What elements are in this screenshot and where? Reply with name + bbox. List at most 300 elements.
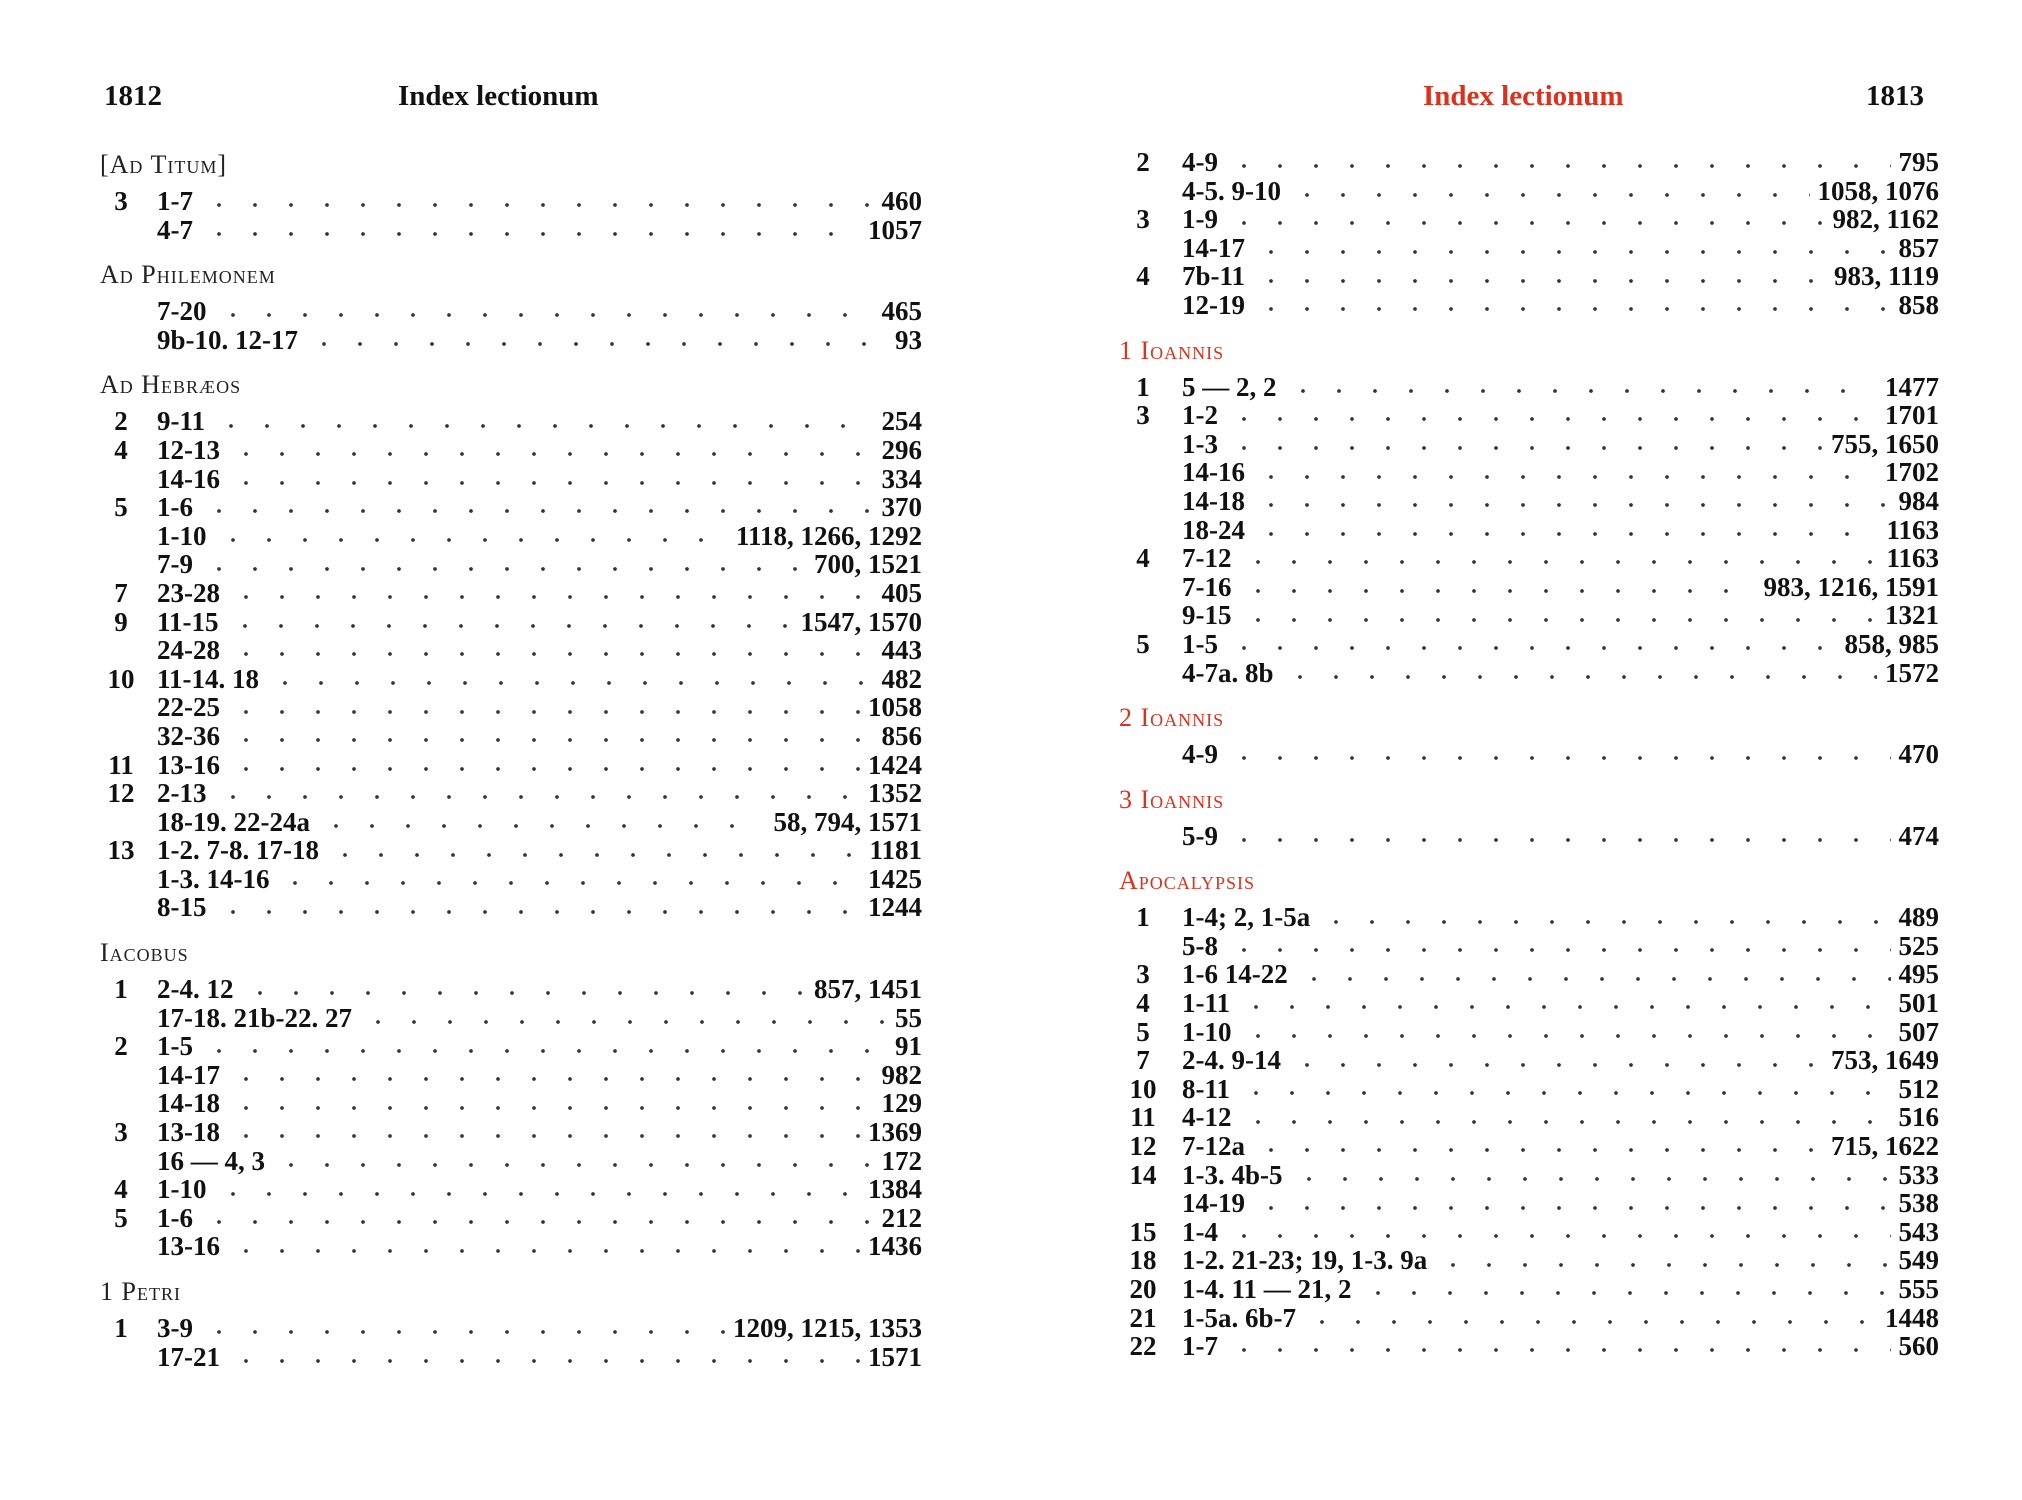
- index-entry: [1119, 262, 1939, 291]
- index-entry: [100, 216, 922, 245]
- index-entry: [1119, 234, 1939, 263]
- verse-range: 13-16: [157, 749, 220, 780]
- chapter-number: 11: [108, 749, 134, 780]
- dot-leader: [242, 990, 807, 996]
- chapter-number: 1: [114, 1313, 128, 1343]
- page-reference: 1572: [1885, 657, 1939, 688]
- verse-range: 1-10: [157, 1174, 207, 1205]
- dot-leader: [228, 1248, 860, 1254]
- right-page: [1011, 0, 2022, 1500]
- page-reference: 755, 1650: [1831, 428, 1939, 459]
- index-entry: [100, 808, 922, 837]
- dot-leader: [1318, 919, 1890, 925]
- index-entry: [1119, 458, 1939, 487]
- page-reference: 93: [895, 324, 922, 355]
- verse-range: 7b-11: [1182, 261, 1246, 292]
- verse-range: 1-10: [157, 520, 207, 551]
- index-entry: [1119, 659, 1939, 688]
- verse-range: 1-7: [1182, 1331, 1218, 1362]
- chapter-number: 1: [1136, 902, 1150, 933]
- book-heading: 3 Ioannis: [1119, 784, 1225, 814]
- verse-range: 9-15: [1182, 600, 1232, 631]
- dot-leader: [1226, 445, 1823, 451]
- index-entry: [1119, 601, 1939, 630]
- index-entry: [1119, 1161, 1939, 1190]
- page-reference: 1436: [868, 1231, 922, 1262]
- dot-leader: [228, 737, 874, 743]
- index-entry: [100, 1175, 922, 1204]
- index-entry: [100, 722, 922, 751]
- page-reference: 482: [881, 663, 922, 694]
- index-entry: [1119, 148, 1939, 177]
- dot-leader: [228, 766, 860, 772]
- dot-leader: [1253, 306, 1891, 312]
- index-entry: [1119, 1246, 1939, 1275]
- dot-leader: [1253, 249, 1891, 255]
- page-reference: 857, 1451: [814, 974, 922, 1005]
- dot-leader: [215, 312, 874, 318]
- dot-leader: [277, 880, 860, 886]
- page-reference: 1118, 1266, 1292: [735, 520, 922, 551]
- verse-range: 1-2: [1182, 400, 1218, 431]
- chapter-number: 7: [1136, 1045, 1150, 1076]
- verse-range: 14-17: [157, 1059, 220, 1090]
- index-entry: [1119, 1103, 1939, 1132]
- index-entry: [100, 1232, 922, 1261]
- index-entry: [1119, 1018, 1939, 1047]
- index-entry: [1119, 630, 1939, 659]
- page-reference: 983, 1216, 1591: [1763, 571, 1939, 602]
- chapter-number: 3: [114, 1117, 128, 1148]
- index-entry: [1119, 1304, 1939, 1333]
- dot-leader: [1238, 1004, 1890, 1010]
- chapter-number: 5: [114, 492, 128, 523]
- page-reference: 1163: [1886, 543, 1939, 574]
- verse-range: 7-20: [157, 296, 207, 327]
- dot-leader: [1253, 474, 1877, 480]
- index-entry: [100, 326, 922, 355]
- verse-range: 1-5: [1182, 628, 1218, 659]
- index-entry: [100, 579, 922, 608]
- verse-range: 1-4: [1182, 1216, 1218, 1247]
- chapter-number: 13: [107, 835, 135, 866]
- verse-range: 1-3. 14-16: [157, 863, 270, 894]
- dot-leader: [1240, 617, 1878, 623]
- index-entry: [100, 465, 922, 494]
- chapter-number: 3: [1136, 400, 1150, 431]
- index-entry: [100, 1147, 922, 1176]
- verse-range: 32-36: [157, 720, 220, 751]
- page-reference: 1424: [868, 749, 922, 780]
- verse-range: 11-14. 18: [157, 663, 260, 694]
- verse-range: 5-8: [1182, 930, 1218, 961]
- page-reference: 1369: [868, 1117, 922, 1148]
- dot-leader: [228, 480, 874, 486]
- page-reference: 1384: [868, 1174, 922, 1205]
- verse-range: 11-15: [157, 606, 219, 637]
- index-entry: [100, 1032, 922, 1061]
- dot-leader: [1226, 947, 1891, 953]
- chapter-number: 5: [114, 1202, 128, 1233]
- dot-leader: [1226, 755, 1891, 761]
- page-reference: 795: [1898, 147, 1939, 177]
- dot-leader: [215, 794, 861, 800]
- index-column: [100, 148, 922, 1371]
- index-entry: [1119, 822, 1939, 851]
- index-entry: [100, 1118, 922, 1147]
- dot-leader: [1240, 1119, 1891, 1125]
- index-entry: [1119, 205, 1939, 234]
- page-reference: 983, 1119: [1833, 261, 1939, 292]
- verse-range: 18-24: [1182, 514, 1245, 545]
- index-entry: [100, 779, 922, 808]
- dot-leader: [318, 823, 766, 829]
- verse-range: 1-6 14-22: [1182, 959, 1288, 990]
- page-reference: 533: [1898, 1159, 1939, 1190]
- index-entry: [100, 1204, 922, 1233]
- index-entry: [1119, 401, 1939, 430]
- page-reference: 507: [1898, 1016, 1939, 1047]
- index-entry: [100, 1314, 922, 1343]
- page-number: 1812: [104, 80, 162, 112]
- index-entry: [100, 893, 922, 922]
- page-reference: 1702: [1885, 457, 1939, 488]
- dot-leader: [201, 1048, 887, 1054]
- page-reference: 460: [881, 186, 922, 216]
- dot-leader: [1253, 278, 1826, 284]
- verse-range: 1-6: [157, 492, 193, 523]
- verse-range: 4-9: [1182, 739, 1218, 770]
- page-reference: 55: [895, 1002, 922, 1033]
- page-reference: 370: [881, 492, 922, 523]
- page-reference: 858, 985: [1844, 628, 1939, 659]
- verse-range: 1-2. 21-23; 19, 1-3. 9a: [1182, 1245, 1428, 1276]
- page-reference: 856: [881, 720, 922, 751]
- index-entry: [1119, 516, 1939, 545]
- index-entry: [100, 1343, 922, 1372]
- verse-range: 1-2. 7-8. 17-18: [157, 835, 319, 866]
- book-heading: [Ad Titum]: [100, 150, 227, 179]
- chapter-number: 12: [1129, 1131, 1157, 1162]
- dot-leader: [228, 1133, 860, 1139]
- dot-leader: [1304, 1319, 1877, 1325]
- page-reference: 58, 794, 1571: [773, 806, 922, 837]
- verse-range: 5 — 2, 2: [1182, 371, 1277, 402]
- dot-leader: [1360, 1290, 1891, 1296]
- verse-range: 14-18: [157, 1088, 220, 1119]
- book-heading: Iacobus: [100, 938, 189, 968]
- page-reference: 1058: [868, 692, 922, 723]
- index-entry: [1119, 932, 1939, 961]
- chapter-number: 4: [114, 1174, 128, 1205]
- verse-range: 22-25: [157, 692, 220, 723]
- page-reference: 495: [1898, 959, 1939, 990]
- verse-range: 23-28: [157, 577, 220, 608]
- chapter-number: 4: [1136, 543, 1150, 574]
- page-reference: 1448: [1885, 1302, 1939, 1333]
- running-title: Index lectionum: [1423, 80, 1624, 112]
- verse-range: 1-7: [157, 186, 193, 216]
- chapter-number: 14: [1129, 1159, 1157, 1190]
- page-reference: 1058, 1076: [1817, 175, 1939, 206]
- book-heading: 1 Ioannis: [1119, 335, 1225, 365]
- dot-leader: [201, 1219, 874, 1225]
- dot-leader: [1282, 674, 1877, 680]
- page-reference: 1244: [868, 892, 922, 923]
- index-entry: [100, 550, 922, 579]
- index-entry: [1119, 960, 1939, 989]
- verse-range: 1-6: [157, 1202, 193, 1233]
- page-reference: 129: [881, 1088, 922, 1119]
- verse-range: 14-18: [1182, 485, 1245, 516]
- page-reference: 982, 1162: [1832, 204, 1939, 235]
- page-reference: 700, 1521: [814, 549, 922, 580]
- verse-range: 13-18: [157, 1117, 220, 1148]
- verse-range: 14-19: [1182, 1188, 1245, 1219]
- chapter-number: 4: [114, 434, 128, 465]
- chapter-number: 3: [114, 186, 128, 216]
- index-entry: [100, 1089, 922, 1118]
- dot-leader: [1226, 1347, 1891, 1353]
- dot-leader: [273, 1162, 874, 1168]
- page-reference: 1181: [869, 835, 922, 866]
- chapter-number: 5: [1136, 628, 1150, 659]
- verse-range: 7-16: [1182, 571, 1232, 602]
- page-reference: 1547, 1570: [800, 606, 922, 637]
- verse-range: 8-11: [1182, 1073, 1231, 1104]
- index-entry: [1119, 1218, 1939, 1247]
- dot-leader: [228, 651, 874, 657]
- page-reference: 715, 1622: [1831, 1131, 1939, 1162]
- dot-leader: [1226, 837, 1891, 843]
- page-reference: 489: [1898, 902, 1939, 933]
- page-reference: 91: [895, 1031, 922, 1062]
- dot-leader: [201, 202, 874, 208]
- index-entry: [1119, 291, 1939, 320]
- index-column: [1119, 148, 1939, 1361]
- page-reference: 443: [881, 635, 922, 666]
- dot-leader: [1226, 645, 1837, 651]
- book-heading: 1 Petri: [100, 1277, 181, 1306]
- dot-leader: [1289, 1062, 1823, 1068]
- page-reference: 1477: [1885, 371, 1939, 402]
- page-reference: 857: [1898, 232, 1939, 263]
- index-entry: [1119, 177, 1939, 206]
- verse-range: 12-13: [157, 434, 220, 465]
- index-entry: [1119, 903, 1939, 932]
- index-entry: [100, 751, 922, 780]
- index-entry: [1119, 1075, 1939, 1104]
- book-heading: 2 Ioannis: [1119, 703, 1225, 733]
- verse-range: 7-12: [1182, 543, 1232, 574]
- dot-leader: [267, 680, 873, 686]
- verse-range: 16 — 4, 3: [157, 1145, 265, 1176]
- verse-range: 1-9: [1182, 204, 1218, 235]
- verse-range: 9b-10. 12-17: [157, 324, 298, 355]
- page-reference: 1425: [868, 863, 922, 894]
- dot-leader: [227, 623, 793, 629]
- verse-range: 1-5a. 6b-7: [1182, 1302, 1296, 1333]
- dot-leader: [215, 909, 861, 915]
- chapter-number: 10: [1129, 1073, 1157, 1104]
- index-entry: [1119, 1189, 1939, 1218]
- page-reference: 1571: [868, 1341, 922, 1372]
- dot-leader: [1289, 192, 1810, 198]
- dot-leader: [1226, 1233, 1891, 1239]
- page-reference: 543: [1898, 1216, 1939, 1247]
- chapter-number: 3: [1136, 959, 1150, 990]
- chapter-number: 18: [1129, 1245, 1157, 1276]
- chapter-number: 20: [1129, 1274, 1157, 1304]
- page-reference: 525: [1898, 930, 1939, 961]
- book-heading: Ad Philemonem: [100, 260, 276, 290]
- index-entry: [100, 436, 922, 465]
- chapter-number: 9: [114, 606, 128, 637]
- index-entry: [100, 493, 922, 522]
- dot-leader: [228, 1358, 860, 1364]
- verse-range: 1-3: [1182, 428, 1218, 459]
- dot-leader: [201, 508, 874, 514]
- verse-range: 4-7: [157, 214, 193, 245]
- verse-range: 1-10: [1182, 1016, 1232, 1047]
- page-reference: 1163: [1886, 514, 1939, 545]
- verse-range: 12-19: [1182, 289, 1245, 320]
- dot-leader: [1291, 1176, 1891, 1182]
- verse-range: 2-13: [157, 778, 207, 809]
- index-entry: [1119, 487, 1939, 516]
- chapter-number: 3: [1136, 204, 1150, 235]
- dot-leader: [1253, 502, 1891, 508]
- dot-leader: [1226, 416, 1877, 422]
- chapter-number: 2: [1136, 147, 1150, 177]
- page-reference: 470: [1898, 739, 1939, 770]
- dot-leader: [1435, 1262, 1890, 1268]
- index-entry: [100, 865, 922, 894]
- dot-leader: [201, 566, 806, 572]
- page-reference: 1701: [1885, 400, 1939, 431]
- index-entry: [1119, 1132, 1939, 1161]
- index-entry: [100, 975, 922, 1004]
- verse-range: 14-16: [157, 463, 220, 494]
- verse-range: 2-4. 9-14: [1182, 1045, 1281, 1076]
- dot-leader: [1226, 220, 1824, 226]
- chapter-number: 4: [1136, 261, 1150, 292]
- dot-leader: [306, 341, 887, 347]
- dot-leader: [1238, 1090, 1890, 1096]
- dot-leader: [201, 1329, 725, 1335]
- verse-range: 7-12a: [1182, 1131, 1245, 1162]
- verse-range: 1-11: [1182, 988, 1231, 1019]
- index-entry: [100, 187, 922, 216]
- index-entry: [1119, 740, 1939, 769]
- index-entry: [100, 665, 922, 694]
- dot-leader: [1253, 1205, 1891, 1211]
- dot-leader: [228, 451, 874, 457]
- verse-range: 8-15: [157, 892, 207, 923]
- verse-range: 9-11: [157, 406, 206, 437]
- dot-leader: [213, 423, 873, 429]
- verse-range: 3-9: [157, 1313, 193, 1343]
- page-reference: 1209, 1215, 1353: [733, 1313, 922, 1343]
- chapter-number: 2: [114, 406, 128, 437]
- page-reference: 984: [1898, 485, 1939, 516]
- verse-range: 5-9: [1182, 820, 1218, 851]
- verse-range: 1-5: [157, 1031, 193, 1062]
- chapter-number: 7: [114, 577, 128, 608]
- page-reference: 516: [1898, 1102, 1939, 1133]
- page-reference: 1352: [868, 778, 922, 809]
- index-entry: [100, 407, 922, 436]
- dot-leader: [1253, 1147, 1823, 1153]
- page-reference: 254: [881, 406, 922, 437]
- chapter-number: 4: [1136, 988, 1150, 1019]
- dot-leader: [215, 1191, 861, 1197]
- verse-range: 1-3. 4b-5: [1182, 1159, 1283, 1190]
- index-entry: [100, 693, 922, 722]
- index-entry: [1119, 430, 1939, 459]
- book-heading: Ad Hebræos: [100, 370, 242, 400]
- page-reference: 296: [881, 434, 922, 465]
- verse-range: 17-18. 21b-22. 27: [157, 1002, 352, 1033]
- index-entry: [100, 297, 922, 326]
- verse-range: 13-16: [157, 1231, 220, 1262]
- verse-range: 2-4. 12: [157, 974, 234, 1005]
- verse-range: 7-9: [157, 549, 193, 580]
- page-reference: 334: [881, 463, 922, 494]
- index-entry: [1119, 989, 1939, 1018]
- page-reference: 555: [1898, 1274, 1939, 1304]
- page-reference: 474: [1898, 820, 1939, 851]
- verse-range: 24-28: [157, 635, 220, 666]
- dot-leader: [201, 231, 860, 237]
- index-entry: [1119, 1332, 1939, 1361]
- verse-range: 4-12: [1182, 1102, 1232, 1133]
- page-reference: 172: [881, 1145, 922, 1176]
- chapter-number: 1: [1136, 371, 1150, 402]
- page-reference: 1321: [1885, 600, 1939, 631]
- index-entry: [100, 608, 922, 637]
- verse-range: 14-17: [1182, 232, 1245, 263]
- chapter-number: 10: [107, 663, 135, 694]
- dot-leader: [228, 594, 874, 600]
- chapter-number: 11: [1130, 1102, 1156, 1133]
- verse-range: 4-7a. 8b: [1182, 657, 1274, 688]
- verse-range: 4-9: [1182, 147, 1218, 177]
- page-reference: 501: [1898, 988, 1939, 1019]
- chapter-number: 12: [107, 778, 135, 809]
- verse-range: 18-19. 22-24a: [157, 806, 310, 837]
- page-reference: 1057: [868, 214, 922, 245]
- index-entry: [100, 522, 922, 551]
- page-reference: 465: [881, 296, 922, 327]
- verse-range: 1-4. 11 — 21, 2: [1182, 1274, 1352, 1304]
- index-entry: [1119, 373, 1939, 402]
- page-reference: 560: [1898, 1331, 1939, 1362]
- page-reference: 858: [1898, 289, 1939, 320]
- chapter-number: 2: [114, 1031, 128, 1062]
- dot-leader: [215, 537, 728, 543]
- index-entry: [100, 1061, 922, 1090]
- chapter-number: 21: [1129, 1302, 1157, 1333]
- index-entry: [100, 636, 922, 665]
- index-entry: [1119, 1046, 1939, 1075]
- index-entry: [1119, 1275, 1939, 1304]
- dot-leader: [228, 709, 860, 715]
- page-reference: 212: [881, 1202, 922, 1233]
- verse-range: 14-16: [1182, 457, 1245, 488]
- chapter-number: 1: [114, 974, 128, 1005]
- page-reference: 549: [1898, 1245, 1939, 1276]
